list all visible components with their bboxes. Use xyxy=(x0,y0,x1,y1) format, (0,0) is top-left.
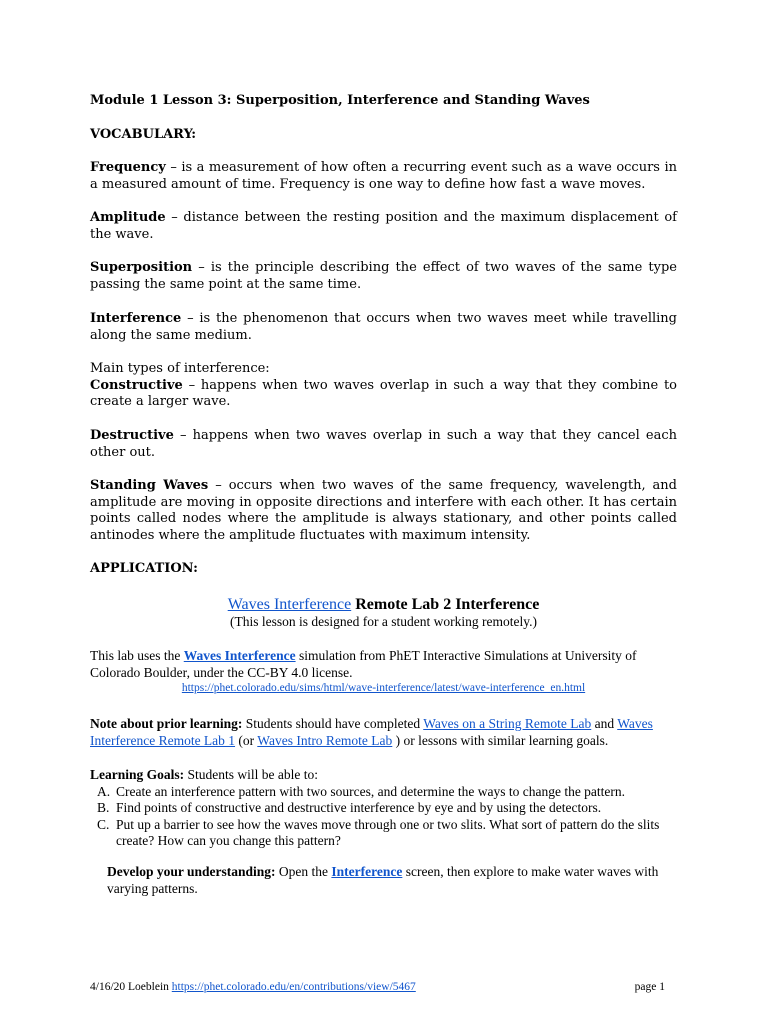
learning-goals xyxy=(90,767,670,850)
list-item: B. Find points of constructive and destructive interference by eye and by using the detectors. xyxy=(97,800,602,815)
lab-title-text: Remote Lab 2 Interference xyxy=(351,596,540,613)
waves-intro-link[interactable]: Waves Intro Remote Lab xyxy=(257,732,393,748)
sim-url-line xyxy=(90,680,677,697)
develop-label: Develop your understanding: xyxy=(107,864,276,879)
footer-date-author: 4/16/20 Loeblein xyxy=(90,981,172,993)
vocab-definition: – occurs when two waves of the same frequency, wavelength, and amplitude are moving in opposite directions and interfere with each other. It has certain points called nodes where the amplitude is always stationary, and other points called antinodes where the amplitude fluctuates with maximum intensity. xyxy=(90,478,677,543)
vocab-term: Frequency xyxy=(90,160,166,175)
page-footer xyxy=(90,980,665,994)
vocab-standing-waves xyxy=(90,478,677,544)
vocab-term: Amplitude xyxy=(90,210,166,225)
interference-types xyxy=(90,361,677,411)
application-heading: APPLICATION: xyxy=(90,561,198,576)
waves-interference-lab1-link[interactable]: Waves Interference Remote Lab 1 xyxy=(90,716,653,748)
lab-subtitle: (This lesson is designed for a student working remotely.) xyxy=(230,614,537,629)
vocab-constructive xyxy=(90,378,677,411)
list-item: A. Create an interference pattern with two sources, and determine the ways to change the pattern. xyxy=(97,783,626,799)
page-number: page 1 xyxy=(634,981,665,993)
vocab-definition: – happens when two waves overlap in such a way that they combine to create a larger wave. xyxy=(90,377,677,409)
vocab-destructive xyxy=(90,428,677,461)
footer-contribution-link[interactable]: https://phet.colorado.edu/en/contributions/view/5467 xyxy=(171,981,416,993)
learning-goals-intro: Learning Goals: Students will be able to: xyxy=(90,767,319,782)
develop-understanding: Develop your understanding: Open the Interference screen, then explore to make water waves with varying patterns. xyxy=(107,864,659,896)
learning-goals-label: Learning Goals: xyxy=(90,767,185,782)
vocab-frequency xyxy=(90,160,677,193)
sim-url-link[interactable]: https://phet.colorado.edu/sims/html/wave-interference/latest/wave-interference_en.html xyxy=(181,682,586,694)
vocab-term: Constructive xyxy=(90,377,183,393)
vocab-term: Destructive xyxy=(90,428,174,443)
learning-goals-list xyxy=(90,784,670,850)
interference-screen-link[interactable]: Interference xyxy=(331,864,403,879)
list-item: C. Put up a barrier to see how the waves move through one or two slits. What sort of pattern do the slits create? How can you change this pattern? xyxy=(97,816,660,848)
vocab-term: Interference xyxy=(90,311,182,326)
vocab-term: Standing Waves xyxy=(90,478,209,493)
prior-learning-label: Note about prior learning: xyxy=(90,716,243,731)
vocabulary-heading: VOCABULARY: xyxy=(90,127,197,142)
vocab-definition: – distance between the resting position and the maximum displacement of the wave. xyxy=(90,210,677,242)
vocab-term: Superposition xyxy=(90,260,193,275)
main-types-label: Main types of interference: xyxy=(90,361,270,376)
lab-title xyxy=(90,595,677,615)
prior-learning-note: Note about prior learning: Students should have completed Waves on a String Remote Lab and Waves Interference Remote Lab 1 (or Waves Intro Remote Lab ) or lessons with similar learning goals. xyxy=(90,716,653,748)
vocab-interference xyxy=(90,311,677,344)
vocab-definition: – is the principle describing the effect of two waves of the same type passing the same point at the same time. xyxy=(90,260,677,292)
vocab-definition: – is a measurement of how often a recurring event such as a wave occurs in a measured amount of time. Frequency is one way to define how fast a wave moves. xyxy=(90,160,677,192)
lesson-title: Module 1 Lesson 3: Superposition, Interference and Standing Waves xyxy=(90,93,590,108)
vocab-definition: – happens when two waves overlap in such a way that they cancel each other out. xyxy=(90,428,677,460)
lab-title-link[interactable]: Waves Interference xyxy=(227,596,352,613)
lab-intro: This lab uses the Waves Interference simulation from PhET Interactive Simulations at University of Colorado Boulder, under the CC-BY 4.0 license. xyxy=(90,648,637,680)
vocab-superposition xyxy=(90,260,677,293)
waves-on-a-string-link[interactable]: Waves on a String Remote Lab xyxy=(423,716,592,731)
vocab-amplitude xyxy=(90,210,677,243)
waves-interference-link[interactable]: Waves Interference xyxy=(183,648,296,663)
vocab-definition: – is the phenomenon that occurs when two waves meet while travelling along the same medium. xyxy=(90,311,677,343)
